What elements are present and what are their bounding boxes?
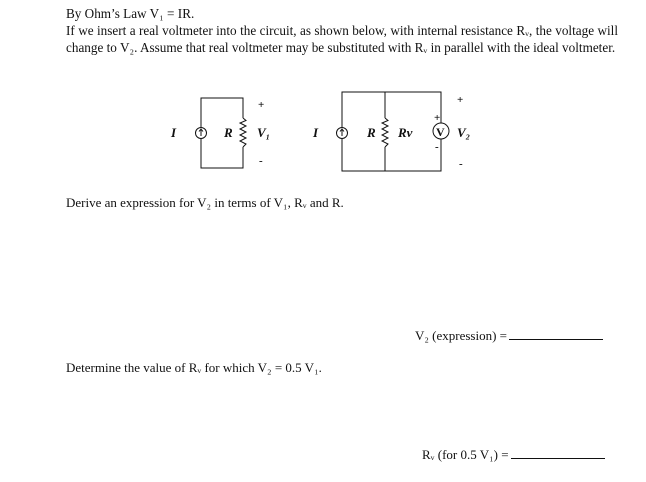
- answer-2-blank[interactable]: [511, 446, 605, 459]
- circuit-1-wire: [201, 98, 243, 168]
- answer-2-row: [422, 446, 605, 463]
- voltmeter-description: If we insert a real voltmeter into the circuit, as shown below, with internal resistance Rᵥ, the voltage will change to V₂. Assume that real voltmeter may be substituted with Rᵥ in parallel with the ideal voltmeter.: [66, 23, 618, 55]
- circuit-2-voltmeter-symbol: V: [436, 125, 445, 139]
- circuit-2-source-label: I: [313, 125, 319, 140]
- circuit-2-minus-sign: -: [459, 158, 463, 170]
- circuit-2-voltage-label: V₂: [457, 125, 471, 140]
- circuit-1-voltage-label: V₁: [257, 125, 271, 140]
- circuit-1-minus-sign: -: [259, 155, 263, 167]
- answer-1-blank[interactable]: [509, 327, 603, 340]
- answer-1-row: [415, 327, 603, 344]
- circuit-2-wire: [342, 92, 441, 171]
- circuit-1-plus-sign: +: [258, 99, 265, 111]
- circuit-1-resistor: [240, 118, 246, 147]
- ohms-law-line: By Ohm’s Law V₁ = IR.: [66, 6, 195, 21]
- circuit-2-plus-sign: +: [457, 94, 464, 106]
- circuit-2-source-arrow: [340, 129, 344, 136]
- circuit-2-voltmeter-plus: +: [434, 112, 441, 124]
- circuit-1: [196, 98, 247, 168]
- circuit-2-resistor: [382, 118, 388, 147]
- circuit-2-rv-label: Rv: [398, 125, 413, 140]
- question-1: Derive an expression for V₂ in terms of V₁, Rᵥ and R.: [66, 195, 344, 210]
- answer-2-label: Rᵥ (for 0.5 V₁) =: [422, 447, 509, 462]
- circuit-1-source-label: I: [171, 125, 177, 140]
- circuit-2-resistor-label: R: [367, 125, 376, 140]
- circuit-2-voltmeter-minus: -: [435, 141, 439, 153]
- circuit-1-source-arrow: [199, 129, 203, 136]
- question-2: Determine the value of Rᵥ for which V₂ = 0.5 V₁.: [66, 360, 322, 375]
- circuit-1-resistor-label: R: [224, 125, 233, 140]
- circuit-2: [337, 92, 450, 171]
- answer-1-label: V₂ (expression) =: [415, 328, 508, 343]
